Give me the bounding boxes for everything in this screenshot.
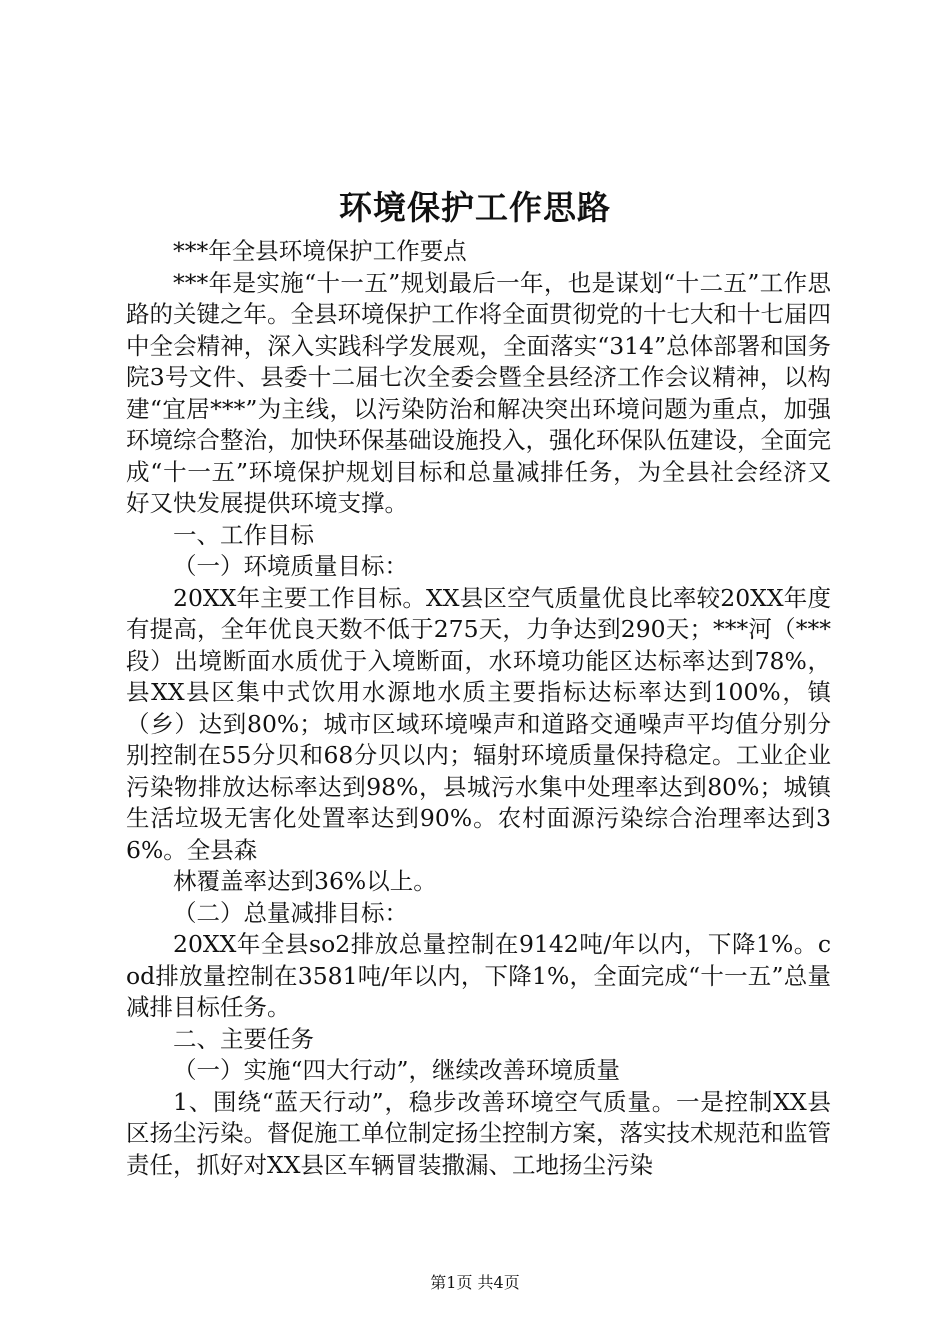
paragraph-forest-coverage: 林覆盖率达到36%以上。 (173, 867, 437, 895)
paragraph-intro: ***年是实施“十一五”规划最后一年，也是谋划“十二五”工作思路的关键之年。全县环境保护工作将全面贯彻党的十七大和十七届四中全会精神，深入实践科学发展观，全面落实“314”总体部署和国务院3号文件、县委十二届七次全委会暨全县经济工作会议精神，以构建“宜居***”为主线，以污染防治和解决突出环境问题为重点，加强环境综合整治，加快环保基础设施投入，强化环保队伍建设，全面完成“十一五”环境保护规划目标和总量减排任务，为全县社会经济又好又快发展提供环境支撑。 (126, 268, 831, 517)
subsection-heading-emission: （二）总量减排目标： (173, 898, 408, 927)
document-body (126, 236, 831, 1181)
subsection-heading-actions: （一）实施“四大行动”，继续改善环境质量 (173, 1056, 621, 1084)
paragraph-emission-goals: 20XX年全县so2排放总量控制在9142吨/年以内，下降1%。cod排放量控制在3581吨/年以内，下降1%，全面完成“十一五”总量减排目标任务。 (126, 930, 831, 1021)
paragraph-subtitle: ***年全县环境保护工作要点 (173, 237, 467, 265)
paragraph-quality-goals: 20XX年主要工作目标。XX县区空气质量优良比率较20XX年度有提高，全年优良天数不低于275天，力争达到290天；***河（***段）出境断面水质优于入境断面，水环境功能区达标率达到78%，县XX县区集中式饮用水源地水质主要指标达标率达到100%，镇（乡）达到80%；城市区域环境噪声和道路交通噪声平均值分别分别控制在55分贝和68分贝以内；辐射环境质量保持稳定。工业企业污染物排放达标率达到98%，县城污水集中处理率达到80%；城镇生活垃圾无害化处置率达到90%。农村面源污染综合治理率达到36%。全县森 (126, 583, 831, 864)
page-title: 环境保护工作思路 (339, 188, 611, 227)
section-heading-tasks: 二、主要任务 (173, 1024, 314, 1053)
section-heading-goals: 一、工作目标 (173, 520, 314, 549)
page-number: 第1页 共4页 (430, 1273, 520, 1292)
paragraph-blue-sky: 1、围绕“蓝天行动”，稳步改善环境空气质量。一是控制XX县区扬尘污染。督促施工单位制定扬尘控制方案，落实技术规范和监管责任，抓好对XX县区车辆冒装撒漏、工地扬尘污染 (126, 1087, 831, 1179)
subsection-heading-quality: （一）环境质量目标： (173, 552, 408, 580)
